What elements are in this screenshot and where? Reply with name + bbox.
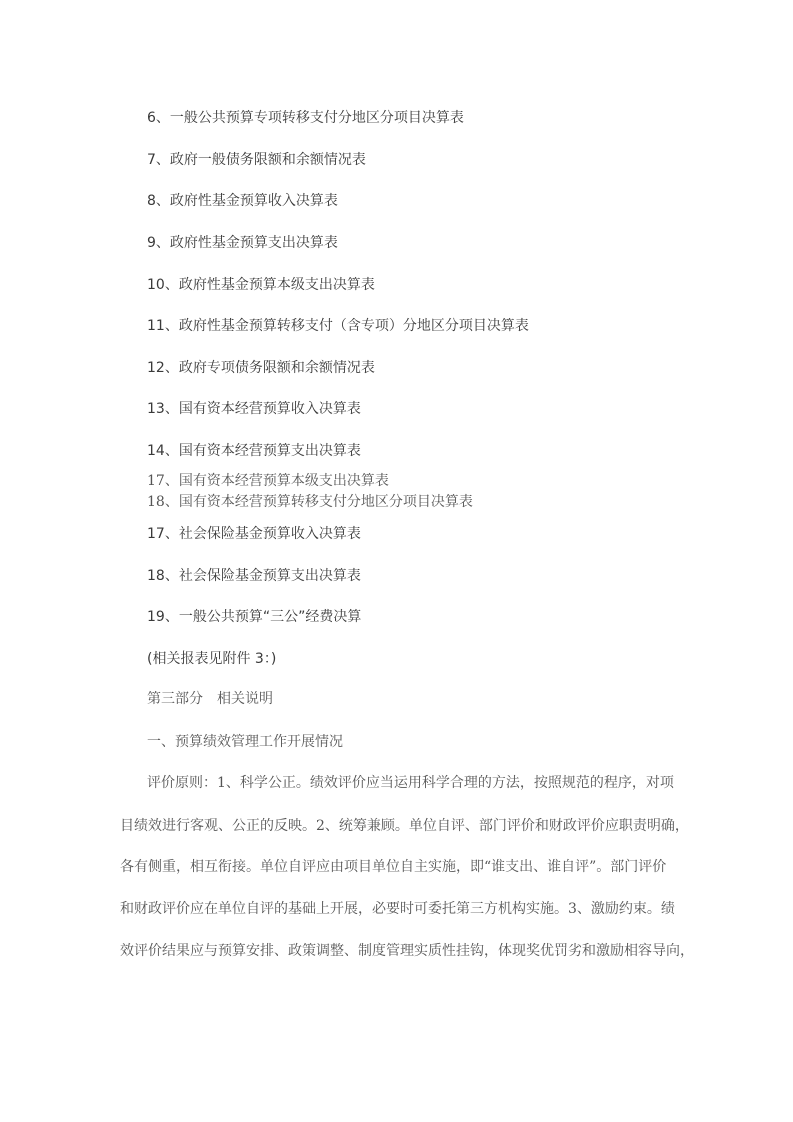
paragraph-line-5: 效评价结果应与预算安排、政策调整、制度管理实质性挂钩，体现奖优罚劣和激励相容导向，	[120, 943, 694, 959]
part-heading: 第三部分 相关说明	[147, 691, 273, 707]
inserted-item-17: 17、国有资本经营预算本级支出决算表	[147, 473, 389, 489]
list-item-8: 8、政府性基金预算收入决算表	[147, 193, 338, 209]
list-item-6: 6、一般公共预算专项转移支付分地区分项目决算表	[147, 110, 464, 126]
list-item-9: 9、政府性基金预算支出决算表	[147, 235, 338, 251]
list-item-19: 19、一般公共预算“三公”经费决算	[147, 609, 362, 625]
list-item-7: 7、政府一般债务限额和余额情况表	[147, 152, 366, 168]
paragraph-line-3: 各有侧重，相互衔接。单位自评应由项目单位自主实施，即“谁支出、谁自评”。部门评价	[120, 859, 667, 875]
attachment-note: (相关报表见附件 3：)	[147, 651, 277, 667]
paragraph-line-2: 目绩效进行客观、公正的反映。2、统筹兼顾。单位自评、部门评价和财政评价应职责明确，	[120, 818, 689, 834]
list-item-17-social: 17、社会保险基金预算收入决算表	[147, 526, 361, 542]
paragraph-line-1: 评价原则：1、科学公正。绩效评价应当运用科学合理的方法，按照规范的程序，对项	[147, 775, 674, 791]
inserted-item-18: 18、国有资本经营预算转移支付分地区分项目决算表	[147, 494, 473, 510]
list-item-13: 13、国有资本经营预算收入决算表	[147, 401, 361, 417]
list-item-12: 12、政府专项债务限额和余额情况表	[147, 360, 375, 376]
list-item-11: 11、政府性基金预算转移支付（含专项）分地区分项目决算表	[147, 318, 529, 334]
list-item-18-social: 18、社会保险基金预算支出决算表	[147, 568, 361, 584]
paragraph-line-4: 和财政评价应在单位自评的基础上开展，必要时可委托第三方机构实施。3、激励约束。绩	[120, 901, 675, 917]
list-item-10: 10、政府性基金预算本级支出决算表	[147, 277, 375, 293]
section-heading: 一、预算绩效管理工作开展情况	[147, 734, 343, 750]
list-item-14: 14、国有资本经营预算支出决算表	[147, 443, 361, 459]
